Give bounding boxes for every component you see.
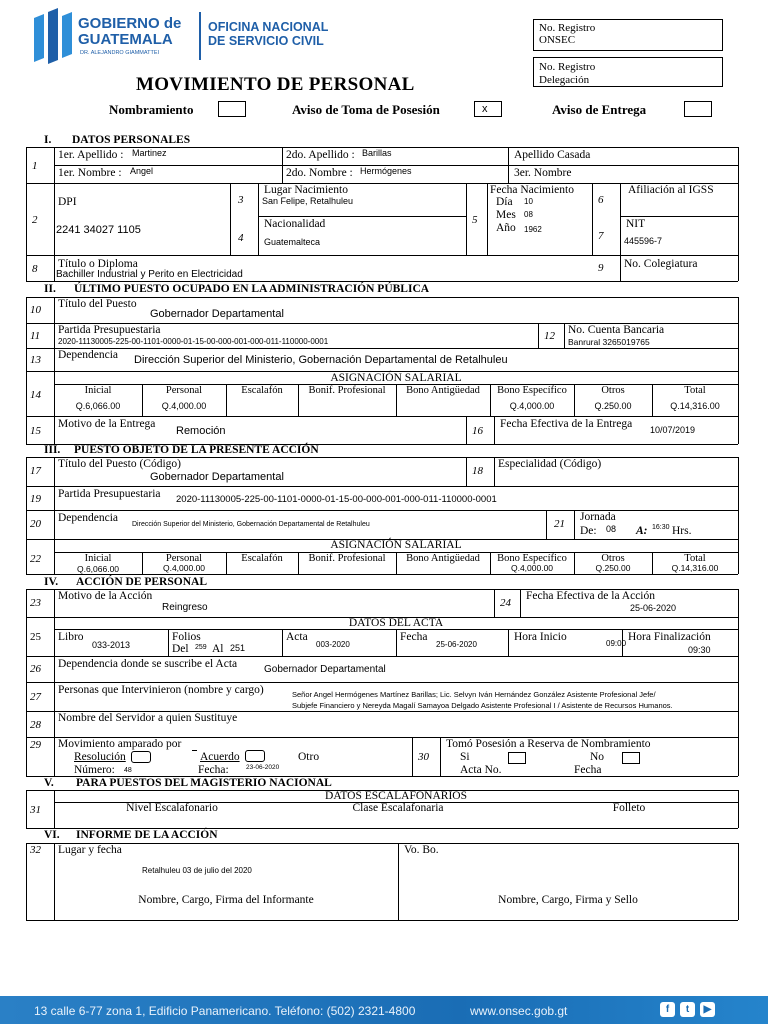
registro-delegacion-label2: Delegación <box>539 74 590 86</box>
jornada-a-label: A: <box>636 525 648 537</box>
si-checkbox[interactable] <box>508 752 526 764</box>
motivo-accion-value[interactable]: Reingreso <box>162 602 208 613</box>
row-number-23: 23 <box>30 597 41 609</box>
aviso-toma-checkbox[interactable] <box>474 101 502 117</box>
salary-col-otros: Otros <box>601 385 625 396</box>
option-nombramiento-label: Nombramiento <box>109 102 194 117</box>
footer-website[interactable]: www.onsec.gob.gt <box>470 1004 568 1018</box>
registro-delegacion-label: No. Registro <box>539 61 596 73</box>
dpi-label: DPI <box>58 196 77 208</box>
cuenta-bancaria-value[interactable]: Banrural 3265019765 <box>568 337 650 347</box>
personas-label: Personas que Intervinieron (nombre y cargo) <box>58 684 264 696</box>
folio-al-label: Al <box>212 643 224 655</box>
row-number-20: 20 <box>30 518 41 530</box>
section-1-heading: DATOS PERSONALES <box>72 134 191 146</box>
jornada-label: Jornada <box>580 511 616 523</box>
aviso-entrega-checkbox[interactable] <box>684 101 712 117</box>
mes-label: Mes <box>496 209 516 221</box>
motivo-accion-label: Motivo de la Acción <box>58 590 153 602</box>
row-number-24: 24 <box>500 597 511 609</box>
row-number-14: 14 <box>30 389 41 401</box>
dpi-value[interactable]: 2241 34027 1105 <box>56 224 141 236</box>
twitter-icon[interactable]: t <box>680 1002 695 1017</box>
clase-escalafonaria-label: Clase Escalafonaria <box>352 802 444 814</box>
titulo-puesto-codigo-value[interactable]: Gobernador Departamental <box>150 471 284 483</box>
logo-text: GOBIERNO de GUATEMALA <box>78 15 182 48</box>
salary-col-total: Total <box>684 385 706 396</box>
section-5-number: V. <box>44 777 54 789</box>
apellido2-value[interactable]: Barillas <box>362 148 392 158</box>
personas-value-line1[interactable]: Señor Angel Hermógenes Martínez Barillas; Lic. Selvyn Iván Hernández González Asistente Profesional Jefe/ <box>292 690 656 699</box>
fecha-resolucion-label: Fecha: <box>198 764 229 776</box>
especialidad-label: Especialidad (Código) <box>498 458 602 470</box>
option-aviso-toma-label: Aviso de Toma de Posesión <box>292 102 440 117</box>
salary3-val-otros[interactable]: Q.250.00 <box>595 563 631 573</box>
registro-onsec-label2: ONSEC <box>539 34 576 46</box>
footer-address: 13 calle 6-77 zona 1, Edificio Panamericano. Teléfono: (502) 2321-4800 <box>34 1004 416 1018</box>
folio-al-value[interactable]: 251 <box>230 643 246 653</box>
registro-onsec-label: No. Registro <box>539 22 596 34</box>
salary-val-bono-especifico[interactable]: Q.4,000.00 <box>509 401 555 411</box>
dependencia-value[interactable]: Dirección Superior del Ministerio, Gobernación Departamental de Retalhuleu <box>134 354 508 366</box>
section-1-number: I. <box>44 134 52 146</box>
dependencia-objeto-label: Dependencia <box>58 512 119 524</box>
acuerdo-label: Acuerdo <box>200 751 240 763</box>
datos-escalafonarios-label: DATOS ESCALAFONARIOS <box>325 790 467 802</box>
acuerdo-checkbox[interactable] <box>245 750 265 762</box>
fecha-efectiva-entrega-value[interactable]: 10/07/2019 <box>650 425 696 435</box>
cuenta-bancaria-label: No. Cuenta Bancaria <box>568 324 665 336</box>
salary-col-bonif-profesional: Bonif. Profesional <box>308 385 386 396</box>
row-number-1: 1 <box>32 160 38 172</box>
section-3-heading: PUESTO OBJETO DE LA PRESENTE ACCIÓN <box>74 444 319 456</box>
row-number-11: 11 <box>30 330 41 342</box>
apellido1-value[interactable]: Martinez <box>132 148 167 158</box>
hora-inicio-label: Hora Inicio <box>514 631 567 643</box>
row-number-26: 26 <box>30 663 41 675</box>
section-5-heading: PARA PUESTOS DEL MAGISTERIO NACIONAL <box>76 777 332 789</box>
firma-sello-label: Nombre, Cargo, Firma y Sello <box>498 894 638 906</box>
folio-del-label: Del <box>172 643 189 655</box>
folleto-label: Folleto <box>612 802 646 814</box>
facebook-icon[interactable]: f <box>660 1002 675 1017</box>
salary3-col-personal: Personal <box>165 553 203 564</box>
partida-label: Partida Presupuestaria <box>58 324 161 336</box>
resolucion-label: Resolución <box>74 751 126 763</box>
row-number-7: 7 <box>598 230 604 242</box>
nacionalidad-value[interactable]: Guatemalteca <box>264 237 321 247</box>
section-4-heading: ACCIÓN DE PERSONAL <box>76 576 207 588</box>
salary3-col-bonif-profesional: Bonif. Profesional <box>308 553 386 564</box>
row-number-16: 16 <box>472 425 483 437</box>
nit-value[interactable]: 445596-7 <box>624 236 663 246</box>
titulo-puesto-value[interactable]: Gobernador Departamental <box>150 308 284 320</box>
dia-label: Día <box>496 196 513 208</box>
amparado-label: Movimiento amparado por <box>58 738 182 750</box>
apellido2-label: 2do. Apellido : <box>286 149 355 161</box>
row-number-17: 17 <box>30 465 41 477</box>
section-2-number: II. <box>44 283 56 295</box>
section-6-heading: INFORME DE LA ACCIÓN <box>76 829 218 841</box>
nivel-escalafonario-label: Nivel Escalafonario <box>126 802 218 814</box>
dependencia-acta-label: Dependencia donde se suscribe el Acta <box>58 658 238 670</box>
jornada-de-label: De: <box>580 525 597 537</box>
row-number-27: 27 <box>30 691 41 703</box>
nombre2-label: 2do. Nombre : <box>286 167 353 179</box>
fecha-efectiva-entrega-label: Fecha Efectiva de la Entrega <box>500 418 633 430</box>
row-number-2: 2 <box>32 214 38 226</box>
nacionalidad-label: Nacionalidad <box>264 218 326 230</box>
resolucion-checkbox[interactable] <box>131 751 151 763</box>
libro-value[interactable]: 033-2013 <box>92 640 131 650</box>
logo-divider <box>199 12 201 60</box>
titulo-diploma-value[interactable]: Bachiller Industrial y Perito en Electricidad <box>56 269 243 280</box>
guatemala-emblem-icon <box>32 6 74 66</box>
nombre1-label: 1er. Nombre : <box>58 167 122 179</box>
salary3-val-personal[interactable]: Q.4,000.00 <box>162 563 206 573</box>
partida-presupuestaria-value[interactable]: 2020-11130005-225-00-1101-0000-01-15-00-000-001-000-011-110000-0001 <box>176 494 497 505</box>
salary-val-inicial[interactable]: Q.6,066.00 <box>75 401 121 411</box>
logo <box>32 6 202 68</box>
section-2-heading: ÚLTIMO PUESTO OCUPADO EN LA ADMINISTRACIÓN PÚBLICA <box>74 283 430 295</box>
row-number-25: 25 <box>30 631 41 643</box>
row-number-28: 28 <box>30 719 41 731</box>
nombre-sustituye-label: Nombre del Servidor a quien Sustituye <box>58 712 238 724</box>
anio-value[interactable]: 1962 <box>524 225 542 234</box>
motivo-entrega-label: Motivo de la Entrega <box>58 418 156 430</box>
jornada-hrs-label: Hrs. <box>672 525 692 537</box>
row-number-12: 12 <box>544 330 555 342</box>
asignacion-salarial-label: ASIGNACIÓN SALARIAL <box>330 372 462 384</box>
youtube-icon[interactable]: ▶ <box>700 1002 715 1017</box>
no-label: No <box>590 751 605 763</box>
hora-fin-label: Hora Finalización <box>628 631 711 643</box>
fecha-efectiva-accion-label: Fecha Efectiva de la Acción <box>526 590 655 602</box>
aviso-toma-mark: x <box>482 103 488 115</box>
salary-col-escalafon: Escalafón <box>241 385 283 396</box>
fecha-acta-label: Fecha <box>400 631 428 643</box>
colegiatura-label: No. Colegiatura <box>624 258 698 270</box>
datos-acta-label: DATOS DEL ACTA <box>348 617 444 629</box>
partida-value[interactable]: 2020-11130005-225-00-1101-0000-01-15-00-000-001-000-011-110000-0001 <box>58 337 329 346</box>
acta-label: Acta <box>286 631 308 643</box>
salary3-col-otros: Otros <box>601 553 625 564</box>
vobo-label: Vo. Bo. <box>404 844 439 856</box>
titulo-puesto-codigo-label: Título del Puesto (Código) <box>58 458 181 470</box>
row-number-6: 6 <box>598 194 604 206</box>
dependencia-label: Dependencia <box>58 349 119 361</box>
salary3-col-total: Total <box>684 553 706 564</box>
row-number-4: 4 <box>238 232 244 244</box>
row-number-30: 30 <box>418 751 429 763</box>
folios-label: Folios <box>172 631 201 643</box>
hora-inicio-value[interactable]: 09:00 <box>606 639 627 648</box>
salary3-val-bono-especifico[interactable]: Q.4,000.00 <box>510 563 554 573</box>
salary3-col-inicial: Inicial <box>84 553 112 564</box>
option-aviso-entrega-label: Aviso de Entrega <box>552 102 647 117</box>
igss-label: Afiliación al IGSS <box>628 184 714 196</box>
fecha-resolucion-value[interactable]: 23-06-2020 <box>246 764 280 771</box>
row-number-21: 21 <box>554 518 565 530</box>
salary3-val-total[interactable]: Q.14,316.00 <box>671 563 719 573</box>
logo-subtext: DR. ALEJANDRO GIAMMATTEI <box>80 50 160 56</box>
fecha-nacimiento-label: Fecha Nacimiento <box>490 184 574 196</box>
dependencia-acta-value[interactable]: Gobernador Departamental <box>264 664 386 675</box>
libro-label: Libro <box>58 631 84 643</box>
row-number-29: 29 <box>30 739 41 751</box>
apellido-casada-label: Apellido Casada <box>514 149 591 161</box>
row-number-3: 3 <box>238 194 244 206</box>
page-title: MOVIMIENTO DE PERSONAL <box>136 74 415 95</box>
salary3-col-bono-especifico: Bono Específico <box>497 553 567 564</box>
si-label: Si <box>460 751 470 763</box>
firma-informante-label: Nombre, Cargo, Firma del Informante <box>138 894 314 906</box>
nombre3-label: 3er. Nombre <box>514 167 572 179</box>
row-number-8: 8 <box>32 263 38 275</box>
fecha-efectiva-accion-value[interactable]: 25-06-2020 <box>630 603 677 613</box>
row-number-15: 15 <box>30 425 41 437</box>
salary-col-personal: Personal <box>165 385 203 396</box>
section-3-number: III. <box>44 444 61 456</box>
asignacion-salarial-objeto-label: ASIGNACIÓN SALARIAL <box>330 539 462 551</box>
salary-val-personal[interactable]: Q.4,000.00 <box>161 401 207 411</box>
numero-label: Número: <box>74 764 115 776</box>
section-4-number: IV. <box>44 576 59 588</box>
section-6-number: VI. <box>44 829 60 841</box>
row-number-31: 31 <box>30 804 41 816</box>
office-name-line1: OFICINA NACIONAL <box>208 20 329 34</box>
no-checkbox[interactable] <box>622 752 640 764</box>
otro-label: Otro <box>298 751 320 763</box>
lugar-nacimiento-label: Lugar Nacimiento <box>264 184 348 196</box>
row-number-19: 19 <box>30 493 41 505</box>
titulo-puesto-label: Título del Puesto <box>58 298 137 310</box>
office-name-line2: DE SERVICIO CIVIL <box>208 34 324 48</box>
dia-value[interactable]: 10 <box>524 197 533 206</box>
nit-label: NIT <box>626 218 646 230</box>
titulo-diploma-label: Título o Diploma <box>58 258 138 270</box>
salary-val-otros[interactable]: Q.250.00 <box>594 401 632 411</box>
tomo-posesion-label: Tomó Posesión a Reserva de Nombramiento <box>446 738 651 750</box>
acta-no-label: Acta No. <box>460 764 502 776</box>
nombramiento-checkbox[interactable] <box>218 101 246 117</box>
mes-value[interactable]: 08 <box>524 210 533 219</box>
row-number-13: 13 <box>30 354 41 366</box>
jornada-de-value[interactable]: 08 <box>606 524 617 534</box>
acta-value[interactable]: 003-2020 <box>316 640 350 649</box>
salary-col-bono-especifico: Bono Específico <box>497 385 567 396</box>
folio-del-value[interactable]: 259 <box>195 644 207 651</box>
footer-bar <box>0 996 768 1024</box>
salary-val-total[interactable]: Q.14,316.00 <box>670 401 720 411</box>
row-number-5: 5 <box>472 214 478 226</box>
dependencia-objeto-value[interactable]: Dirección Superior del Ministerio, Gobernación Departamental de Retalhuleu <box>132 521 370 528</box>
apellido1-label: 1er. Apellido : <box>58 149 124 161</box>
row-number-32: 32 <box>30 844 41 856</box>
nombre2-value[interactable]: Hermógenes <box>360 166 412 176</box>
personas-value-line2[interactable]: Subjefe Financiero y Nereyda Magalí Samayoa Delgado Asistente Profesional I / Asistente de Recursos Humanos. <box>292 701 673 710</box>
row-number-18: 18 <box>472 465 483 477</box>
salary-col-inicial: Inicial <box>84 385 112 396</box>
row-number-10: 10 <box>30 304 41 316</box>
nombre1-value[interactable]: Angel <box>130 166 154 176</box>
lugar-fecha-value[interactable]: Retalhuleu 03 de julio del 2020 <box>142 866 252 875</box>
salary3-col-escalafon: Escalafón <box>241 553 283 564</box>
partida-presupuestaria-label: Partida Presupuestaria <box>58 488 161 500</box>
hora-fin-value[interactable]: 09:30 <box>688 645 711 655</box>
fecha-posesion-label: Fecha <box>574 764 602 776</box>
lugar-fecha-label: Lugar y fecha <box>58 844 122 856</box>
salary3-col-bono-antiguedad: Bono Antigüedad <box>406 553 480 564</box>
jornada-a-value[interactable]: 16:30 <box>652 524 670 531</box>
salary-col-bono-antiguedad: Bono Antigüedad <box>406 385 480 396</box>
lugar-nacimiento-value[interactable]: San Felipe, Retalhuleu <box>262 196 354 206</box>
anio-label: Año <box>496 222 516 234</box>
row-number-22: 22 <box>30 553 41 565</box>
motivo-entrega-value[interactable]: Remoción <box>176 425 226 437</box>
row-number-9: 9 <box>598 262 604 274</box>
salary3-val-inicial[interactable]: Q.6,066.00 <box>76 564 120 574</box>
numero-value[interactable]: 48 <box>124 767 132 774</box>
fecha-acta-value[interactable]: 25-06-2020 <box>436 640 477 649</box>
